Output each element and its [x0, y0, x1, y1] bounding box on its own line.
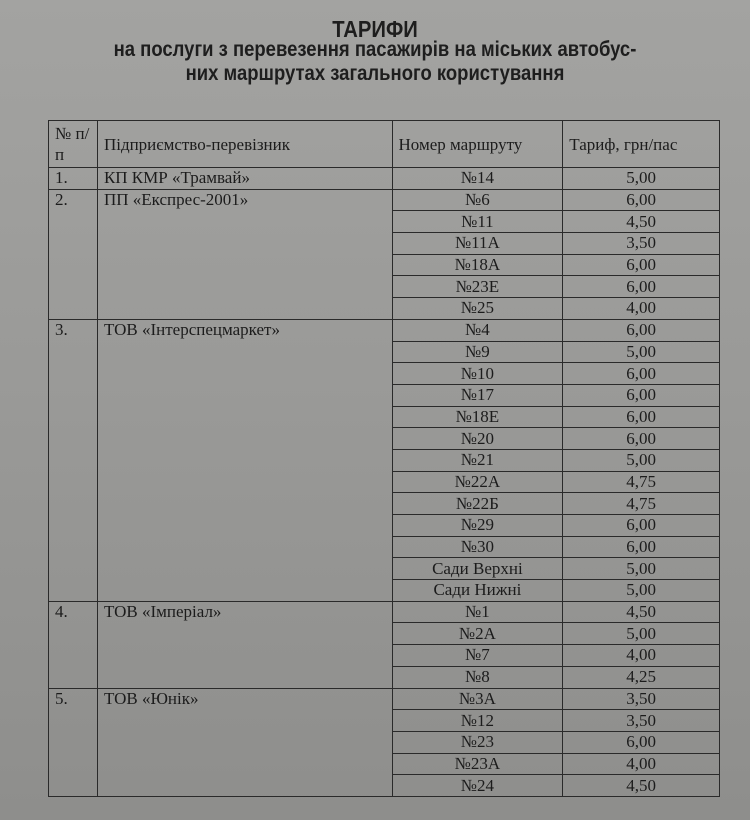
tariff-value: 5,00	[563, 168, 720, 190]
route-number: №11	[392, 211, 563, 233]
tariff-value: 4,00	[563, 645, 720, 667]
carrier-name: ПП «Експрес-2001»	[97, 189, 392, 319]
route-number: №12	[392, 710, 563, 732]
route-number: №21	[392, 449, 563, 471]
tariff-value: 6,00	[563, 384, 720, 406]
route-number: №7	[392, 645, 563, 667]
route-number: №23А	[392, 753, 563, 775]
tariff-value: 6,00	[563, 406, 720, 428]
tariff-value: 6,00	[563, 515, 720, 537]
route-number: №14	[392, 168, 563, 190]
carrier-name: ТОВ «Юнік»	[97, 688, 392, 796]
tariff-value: 4,75	[563, 493, 720, 515]
tariff-value: 6,00	[563, 189, 720, 211]
route-number: №8	[392, 666, 563, 688]
tariff-value: 4,75	[563, 471, 720, 493]
table-row	[49, 168, 720, 190]
route-number: №23Е	[392, 276, 563, 298]
carrier-name: ТОВ «Інтерспецмаркет»	[97, 319, 392, 601]
row-number: 1.	[49, 168, 98, 190]
tariff-value: 6,00	[563, 731, 720, 753]
header-route: Номер маршруту	[392, 121, 563, 168]
tariff-value: 6,00	[563, 428, 720, 450]
tariff-value: 6,00	[563, 276, 720, 298]
table-header-row	[49, 121, 720, 168]
route-number: №17	[392, 384, 563, 406]
tariff-value: 3,50	[563, 710, 720, 732]
row-number: 2.	[49, 189, 98, 319]
tariff-value: 4,50	[563, 211, 720, 233]
row-number: 5.	[49, 688, 98, 796]
route-number: №1	[392, 601, 563, 623]
header-carrier: Підприємство-перевізник	[97, 121, 392, 168]
tariff-value: 5,00	[563, 558, 720, 580]
tariff-value: 4,25	[563, 666, 720, 688]
route-number: №10	[392, 363, 563, 385]
tariff-value: 4,50	[563, 775, 720, 797]
route-number: №22А	[392, 471, 563, 493]
route-number: Сади Нижні	[392, 580, 563, 602]
tariff-value: 6,00	[563, 536, 720, 558]
route-number: №23	[392, 731, 563, 753]
tariff-value: 5,00	[563, 580, 720, 602]
tariff-value: 3,50	[563, 233, 720, 255]
tariff-table	[48, 120, 720, 797]
route-number: №29	[392, 515, 563, 537]
tariff-value: 6,00	[563, 319, 720, 341]
route-number: №11А	[392, 233, 563, 255]
tariff-value: 5,00	[563, 341, 720, 363]
route-number: №24	[392, 775, 563, 797]
carrier-name: ТОВ «Імперіал»	[97, 601, 392, 688]
table-row	[49, 601, 720, 623]
header-tariff: Тариф, грн/пас	[563, 121, 720, 168]
route-number: №2А	[392, 623, 563, 645]
tariff-value: 3,50	[563, 688, 720, 710]
table-row	[49, 189, 720, 211]
document-title: ТАРИФИ	[332, 16, 418, 42]
table-row	[49, 319, 720, 341]
route-number: №20	[392, 428, 563, 450]
table-body	[49, 168, 720, 797]
tariff-value: 5,00	[563, 449, 720, 471]
route-number: №3А	[392, 688, 563, 710]
header-num: № п/п	[49, 121, 98, 168]
tariff-value: 5,00	[563, 623, 720, 645]
route-number: №30	[392, 536, 563, 558]
subtitle-line-1: на послуги з перевезення пасажирів на міських автобус-	[113, 38, 637, 61]
route-number: №18А	[392, 254, 563, 276]
subtitle-line-2: них маршрутах загального користування	[185, 62, 565, 85]
row-number: 4.	[49, 601, 98, 688]
document-subtitle	[45, 38, 705, 86]
route-number: №22Б	[392, 493, 563, 515]
route-number: Сади Верхні	[392, 558, 563, 580]
route-number: №6	[392, 189, 563, 211]
route-number: №18Е	[392, 406, 563, 428]
tariff-value: 4,00	[563, 753, 720, 775]
tariff-value: 4,00	[563, 298, 720, 320]
table-row	[49, 688, 720, 710]
tariff-value: 6,00	[563, 363, 720, 385]
tariff-value: 6,00	[563, 254, 720, 276]
route-number: №25	[392, 298, 563, 320]
carrier-name: КП КМР «Трамвай»	[97, 168, 392, 190]
route-number: №9	[392, 341, 563, 363]
row-number: 3.	[49, 319, 98, 601]
route-number: №4	[392, 319, 563, 341]
tariff-value: 4,50	[563, 601, 720, 623]
